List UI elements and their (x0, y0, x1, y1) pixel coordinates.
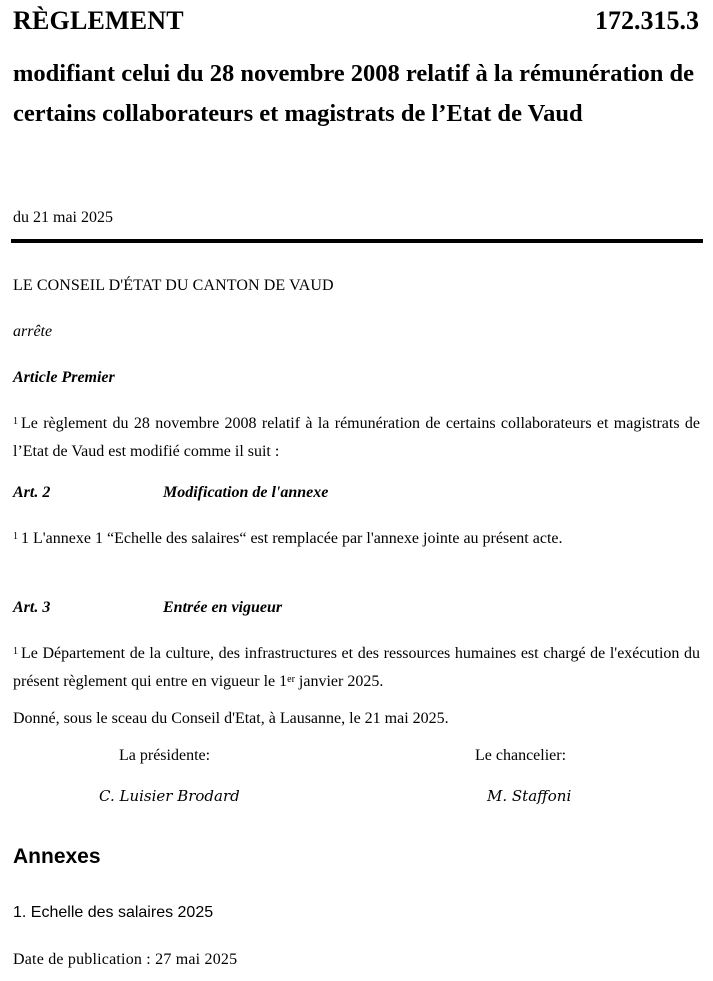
article-3-title (13, 599, 282, 617)
article-3-paragraph (13, 640, 700, 696)
annexes-heading: Annexes (13, 845, 101, 868)
article-3-number: Art. 3 (13, 599, 51, 616)
header-divider (11, 239, 703, 243)
alinea-number: 1 (13, 646, 18, 657)
given-statement: Donné, sous le sceau du Conseil d'Etat, à Lausanne, le 21 mai 2025. (13, 710, 449, 727)
article-1-text: Le règlement du 28 novembre 2008 relatif à la rémunération de certains collaborateurs et magistrats de l’Etat de Vaud est modifié comme il suit : (13, 415, 700, 460)
chancellor-role: Le chancelier: (475, 747, 567, 764)
article-2-paragraph (13, 525, 700, 553)
authority-line: LE CONSEIL D'ÉTAT DU CANTON DE VAUD (13, 277, 334, 294)
chancellor-name: M. Staffoni (487, 787, 572, 805)
article-2-number: Art. 2 (13, 484, 51, 501)
document-date: du 21 mai 2025 (13, 209, 113, 226)
article-1-paragraph (13, 410, 700, 466)
article-3-text-before: Le Département de la culture, des infrastructures et des ressources humaines est chargé de l'exécution du présent règlement qui entre en vigueur le 1 (13, 645, 700, 690)
article-1-title: Article Premier (13, 369, 115, 386)
document-subtitle: modifiant celui du 28 novembre 2008 relatif à la rémunération de certains collaborateurs et magistrats de l’Etat de Vaud (13, 60, 694, 127)
publication-date: Date de publication : 27 mai 2025 (13, 951, 238, 968)
article-3-heading: Entrée en vigueur (163, 599, 283, 616)
document-header (13, 6, 703, 42)
article-3-text-after: janvier 2025. (294, 673, 384, 690)
document-type: RÈGLEMENT (13, 6, 184, 35)
alinea-number: 1 (13, 416, 18, 427)
article-2-title (13, 484, 328, 502)
president-role: La présidente: (119, 747, 211, 764)
president-name: C. Luisier Brodard (99, 787, 240, 805)
alinea-number: 1 (13, 531, 18, 542)
article-2-text: 1 L'annexe 1 “Echelle des salaires“ est remplacée par l'annexe jointe au présent acte. (21, 530, 563, 547)
ordinal-superscript: er (287, 674, 295, 685)
article-2-heading: Modification de l'annexe (163, 484, 329, 501)
decree-word: arrête (13, 323, 53, 340)
document-number: 172.315.3 (595, 6, 699, 35)
annex-link-salary-scale[interactable]: 1. Echelle des salaires 2025 (13, 904, 214, 921)
